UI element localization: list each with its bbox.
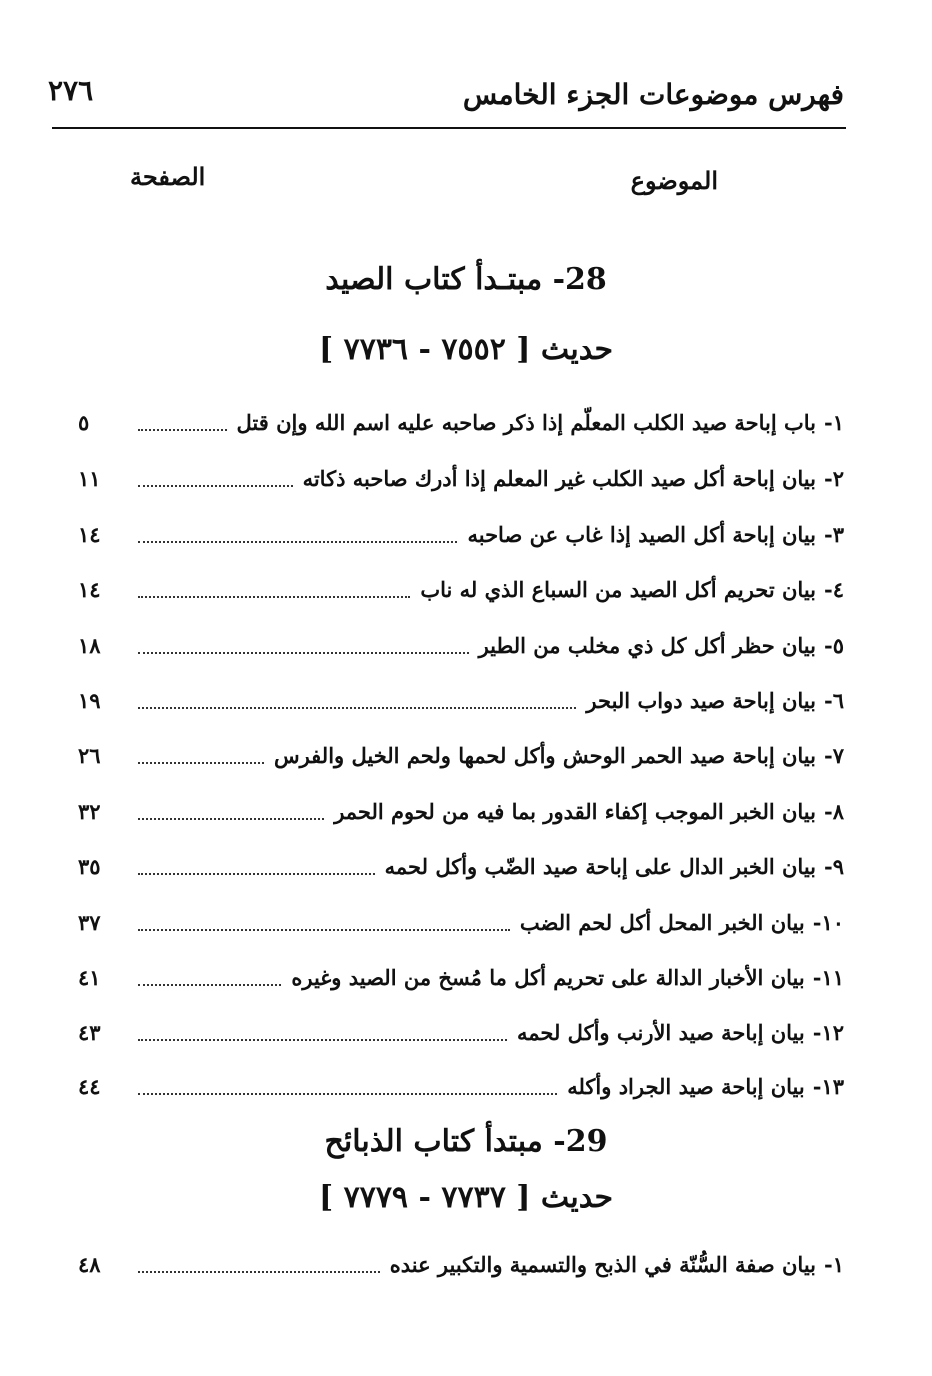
toc-entry-number: ١٢- bbox=[812, 1019, 844, 1045]
dot-leader bbox=[138, 762, 264, 764]
toc-entry-page: ١٤ bbox=[78, 521, 101, 547]
toc-entry-number: ٤- bbox=[824, 576, 844, 602]
toc-entry-title: بيان إباحة صيد الحمر الوحش وأكل لحمها ولحم الخيل والفرس bbox=[273, 742, 816, 768]
column-heading-topic: الموضوع bbox=[630, 166, 718, 195]
toc-entry[interactable] bbox=[78, 791, 844, 831]
toc-entry-page: ٤٣ bbox=[78, 1019, 101, 1045]
toc-entry[interactable] bbox=[78, 735, 844, 775]
toc-entry-page: ٣٧ bbox=[78, 909, 101, 935]
toc-entry[interactable] bbox=[78, 569, 844, 609]
toc-entry[interactable] bbox=[78, 957, 844, 997]
toc-entry-number: ٣- bbox=[824, 521, 844, 547]
hadith-range: حديث [ ٧٧٣٧ - ٧٧٧٩ ] bbox=[318, 1180, 614, 1215]
toc-entry-page: ٥ bbox=[78, 409, 90, 435]
toc-entry-number: ١٣- bbox=[812, 1073, 844, 1099]
toc-entry-page: ٣٢ bbox=[78, 798, 101, 824]
dot-leader bbox=[138, 1271, 380, 1273]
toc-entry[interactable] bbox=[78, 902, 844, 942]
toc-entry-number: ١٠- bbox=[812, 909, 844, 935]
toc-entry-number: ٦- bbox=[824, 687, 844, 713]
toc-entry-number: ٢- bbox=[824, 465, 844, 491]
toc-entry-number: ٧- bbox=[824, 742, 844, 768]
toc-entry[interactable] bbox=[78, 458, 844, 498]
dot-leader bbox=[138, 485, 293, 487]
column-heading-page: الصفحة bbox=[130, 162, 206, 191]
section-title: 29- مبتدأ كتاب الذبائح bbox=[324, 1124, 608, 1159]
toc-entry-page: ٣٥ bbox=[78, 853, 101, 879]
dot-leader bbox=[138, 541, 457, 543]
toc-entry-title: بيان الأخبار الدالة على تحريم أكل ما مُسخ من الصيد وغيره bbox=[291, 964, 805, 990]
running-title: فهرس موضوعات الجزء الخامس bbox=[462, 78, 844, 111]
toc-entry-page: ٤١ bbox=[78, 964, 101, 990]
toc-entry-page: ٤٤ bbox=[78, 1073, 101, 1099]
toc-entry-title: بيان تحريم أكل الصيد من السباع الذي له ناب bbox=[420, 576, 816, 602]
dot-leader bbox=[138, 929, 510, 931]
toc-entry-title: بيان إباحة صيد الجراد وأكله bbox=[567, 1073, 805, 1099]
toc-entry-number: ١- bbox=[824, 1251, 844, 1277]
hadith-range: حديث [ ٧٥٥٢ - ٧٧٣٦ ] bbox=[318, 332, 614, 367]
section-title: 28- مبتـدأ كتاب الصيد bbox=[325, 262, 607, 297]
toc-entry[interactable] bbox=[78, 1244, 844, 1284]
toc-entry-title: بيان الخبر الدال على إباحة صيد الضّب وأكل لحمه bbox=[384, 853, 816, 879]
toc-entry-number: ١- bbox=[824, 409, 844, 435]
toc-entry[interactable] bbox=[78, 1012, 844, 1052]
toc-entry-page: ٤٨ bbox=[78, 1251, 101, 1277]
toc-entry[interactable] bbox=[78, 680, 844, 720]
toc-entry-number: ٨- bbox=[824, 798, 844, 824]
header-rule bbox=[52, 127, 846, 129]
dot-leader bbox=[138, 818, 324, 820]
dot-leader bbox=[138, 429, 227, 431]
dot-leader bbox=[138, 707, 576, 709]
toc-entry-page: ١٨ bbox=[78, 632, 101, 658]
toc-entry-title: بيان إباحة أكل الصيد إذا غاب عن صاحبه bbox=[467, 521, 816, 547]
toc-entry-title: بيان الخبر المحل أكل لحم الضب bbox=[519, 909, 805, 935]
toc-entry-page: ١١ bbox=[78, 465, 101, 491]
dot-leader bbox=[138, 596, 410, 598]
dot-leader bbox=[138, 873, 375, 875]
toc-entry-number: ٥- bbox=[824, 632, 844, 658]
toc-entry-page: ٢٦ bbox=[78, 742, 101, 768]
toc-entry[interactable] bbox=[78, 1066, 844, 1106]
toc-entry-page: ١٩ bbox=[78, 687, 101, 713]
toc-entry-title: بيان إباحة صيد الأرنب وأكل لحمه bbox=[517, 1019, 805, 1045]
dot-leader bbox=[138, 1093, 557, 1095]
toc-entry[interactable] bbox=[78, 514, 844, 554]
toc-entry-number: ١١- bbox=[812, 964, 844, 990]
toc-entry-title: بيان صفة السُّنّة في الذبح والتسمية والتكبير عنده bbox=[389, 1251, 816, 1277]
dot-leader bbox=[138, 1039, 507, 1041]
dot-leader bbox=[138, 984, 281, 986]
toc-entry-title: بيان إباحة صيد دواب البحر bbox=[586, 687, 816, 713]
toc-entry-title: بيان إباحة أكل صيد الكلب غير المعلم إذا أدرك صاحبه ذكاته bbox=[302, 465, 816, 491]
dot-leader bbox=[138, 652, 469, 654]
toc-entry[interactable] bbox=[78, 846, 844, 886]
toc-entry-title: بيان الخبر الموجب إكفاء القدور بما فيه من لحوم الحمر bbox=[334, 798, 816, 824]
toc-entry-number: ٩- bbox=[824, 853, 844, 879]
toc-entry[interactable] bbox=[78, 402, 844, 442]
toc-entry-title: بيان حظر أكل كل ذي مخلب من الطير bbox=[478, 632, 816, 658]
toc-entry[interactable] bbox=[78, 625, 844, 665]
page-number: ٢٧٦ bbox=[48, 74, 94, 107]
toc-entry-title: باب إباحة صيد الكلب المعلّم إذا ذكر صاحبه عليه اسم الله وإن قتل bbox=[236, 409, 816, 435]
toc-entry-page: ١٤ bbox=[78, 576, 101, 602]
